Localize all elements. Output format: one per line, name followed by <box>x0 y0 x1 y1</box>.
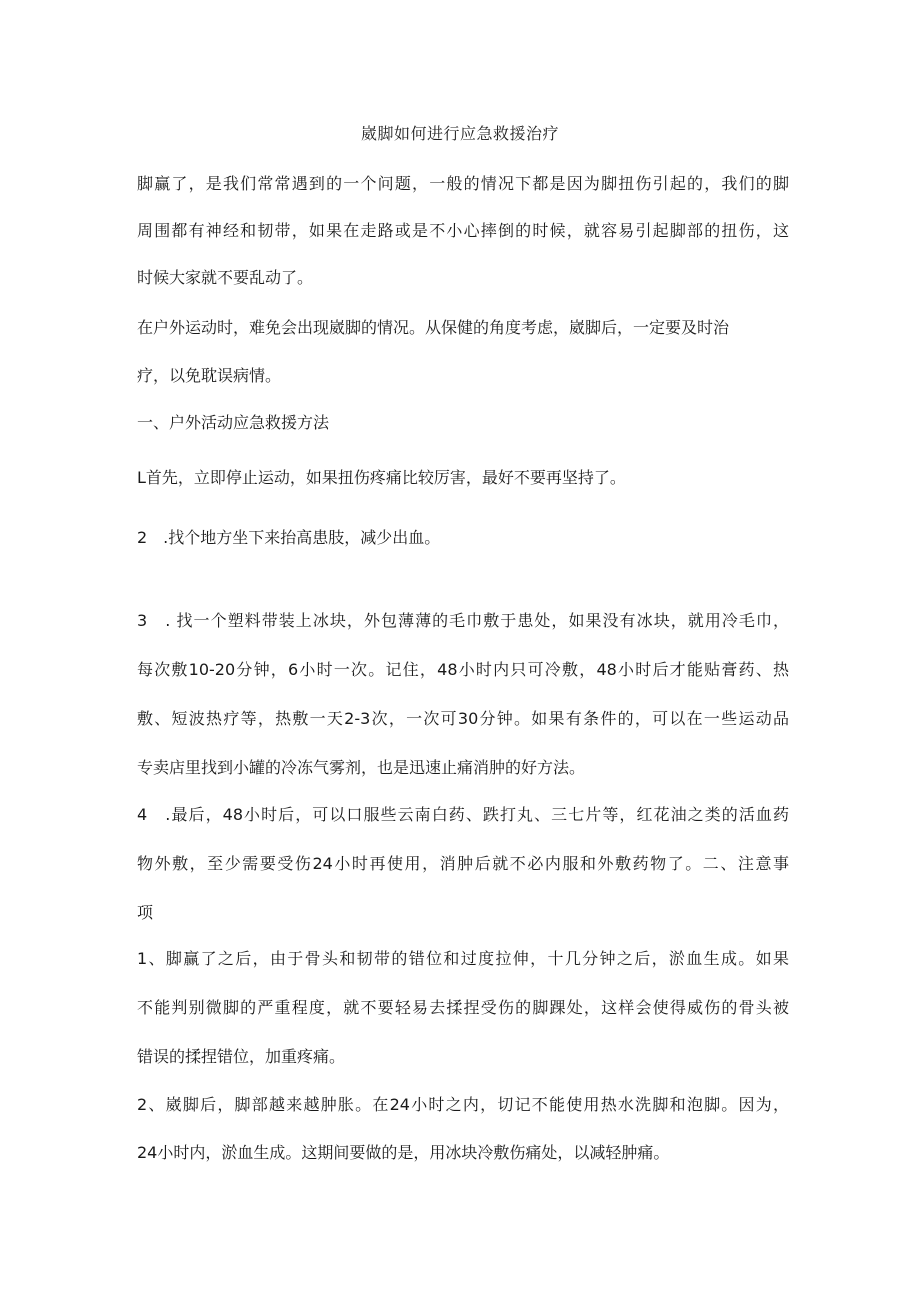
text-line: 2、崴脚后，脚部越来越肿胀。在24小时之内，切记不能使用热水洗脚和泡脚。因为， <box>137 1095 789 1114</box>
text-line: 专卖店里找到小罐的冷冻气雾剂，也是迅速止痛消肿的好方法。 <box>137 758 586 777</box>
text-line: L首先，立即停止运动，如果扭伤疼痛比较厉害，最好不要再坚持了。 <box>137 468 626 487</box>
text-line: 疗，以免耽误病情。 <box>137 366 282 385</box>
text-line: 时候大家就不要乱动了。 <box>137 268 314 287</box>
text-line: 脚赢了，是我们常常遇到的一个问题，一般的情况下都是因为脚扭伤引起的，我们的脚 <box>137 174 789 193</box>
text-line: 每次敷10-20分钟，6小时一次。记住，48小时内只可冷敷，48小时后才能贴膏药、热 <box>137 660 789 679</box>
text-line: 物外敷，至少需要受伤24小时再使用，消肿后就不必内服和外敷药物了。二、注意事 <box>137 854 789 873</box>
text-line: 2 .找个地方坐下来抬高患肢，减少出血。 <box>137 528 441 547</box>
text-line: 24小时内，淤血生成。这期间要做的是，用冰块冷敷伤痛处，以减轻肿痛。 <box>137 1143 670 1162</box>
text-line: 错误的揉捏错位，加重疼痛。 <box>137 1047 346 1066</box>
text-line: 项 <box>137 903 154 922</box>
text-line: 4 .最后，48小时后，可以口服些云南白药、跌打丸、三七片等，红花油之类的活血药 <box>137 805 789 824</box>
text-line: 不能判别微脚的严重程度，就不要轻易去揉捏受伤的脚踝处，这样会使得威伤的骨头被 <box>137 998 789 1017</box>
text-line: 1、脚赢了之后，由于骨头和韧带的错位和过度拉伸，十几分钟之后，淤血生成。如果 <box>137 949 789 968</box>
text-line: 周围都有神经和韧带，如果在走路或是不小心摔倒的时候，就容易引起脚部的扭伤，这 <box>137 221 789 240</box>
document-title: 崴脚如何进行应急救援治疗 <box>360 124 559 143</box>
text-line: 在户外运动时，难免会出现崴脚的情况。从保健的角度考虑，崴脚后，一定要及时治 <box>137 318 730 337</box>
text-line: 3 . 找一个塑料带装上冰块，外包薄薄的毛巾敷于患处，如果没有冰块，就用冷毛巾， <box>137 611 789 630</box>
section-heading: 一、户外活动应急救援方法 <box>137 413 330 432</box>
text-line: 敷、短波热疗等，热敷一天2-3次，一次可30分钟。如果有条件的，可以在一些运动品 <box>137 709 789 728</box>
